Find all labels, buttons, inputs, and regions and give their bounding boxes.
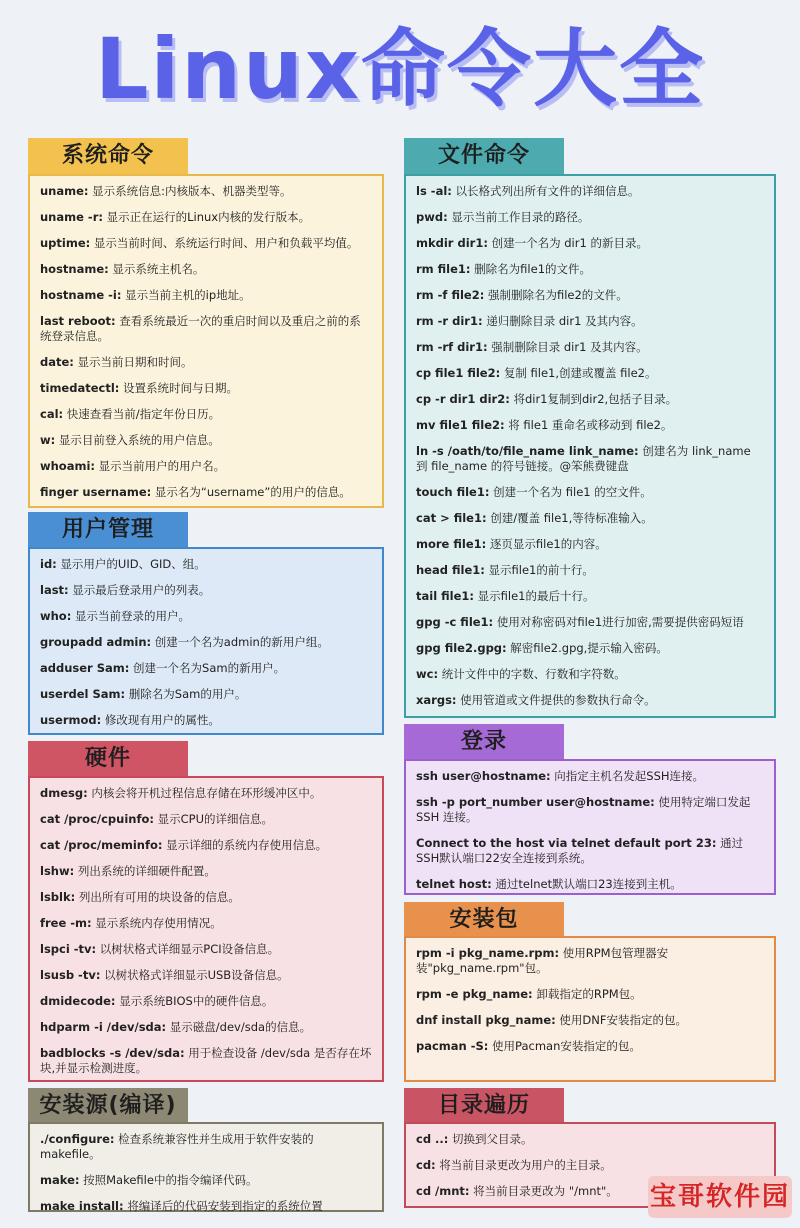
section-file: [404, 174, 776, 718]
command-description: 创建一个名为 dir1 的新目录。: [487, 236, 648, 250]
command-item: [416, 836, 764, 866]
command-description: 解密file2.gpg,提示输入密码。: [506, 641, 668, 655]
command-item: [416, 537, 764, 552]
section-system: [28, 174, 384, 508]
command-description: 将 file1 重命名或移动到 file2。: [504, 418, 673, 432]
command-item: [40, 1173, 372, 1188]
command-item: [40, 1199, 372, 1214]
command-description: 显示系统主机名。: [108, 262, 205, 276]
command-item: [40, 687, 372, 702]
command-description: 创建/覆盖 file1,等待标准输入。: [486, 511, 653, 525]
command-description: 列出系统的详细硬件配置。: [74, 864, 216, 878]
command-description: 显示系统信息:内核版本、机器类型等。: [88, 184, 292, 198]
command-description: 以树状格式详细显示USB设备信息。: [100, 968, 289, 982]
command-item: [416, 392, 764, 407]
command-name: xargs:: [416, 693, 457, 707]
command-item: [40, 838, 372, 853]
command-item: [40, 314, 372, 344]
command-description: 显示详细的系统内存使用信息。: [162, 838, 328, 852]
command-name: cat /proc/cpuinfo:: [40, 812, 154, 826]
command-name: make install:: [40, 1199, 124, 1213]
command-item: [40, 916, 372, 931]
section-header-user: 用户管理: [28, 512, 188, 548]
command-description: 快速查看当前/指定年份日历。: [63, 407, 221, 421]
command-item: [416, 987, 764, 1002]
command-name: head file1:: [416, 563, 485, 577]
command-description: 创建一个名为admin的新用户组。: [151, 635, 329, 649]
command-description: 显示当前时间、系统运行时间、用户和负载平均值。: [90, 236, 359, 250]
command-name: ssh user@hostname:: [416, 769, 551, 783]
command-description: 将当前目录更改为用户的主目录。: [435, 1158, 612, 1172]
section-header-compile: 安装源(编译): [28, 1088, 188, 1124]
command-name: last reboot:: [40, 314, 116, 328]
command-name: rpm -e pkg_name:: [416, 987, 533, 1001]
command-description: 使用管道或文件提供的参数执行命令。: [456, 693, 656, 707]
command-name: touch file1:: [416, 485, 490, 499]
command-item: [40, 184, 372, 199]
command-item: [40, 890, 372, 905]
command-description: 创建一个名为 file1 的空文件。: [489, 485, 652, 499]
command-description: 查看系统最近一次的重启时间以及重启之前的系统登录信息。: [40, 314, 361, 343]
command-name: uname:: [40, 184, 89, 198]
command-name: lsblk:: [40, 890, 76, 904]
command-name: dmesg:: [40, 786, 88, 800]
command-name: lspci -tv:: [40, 942, 97, 956]
section-compile: [28, 1122, 384, 1212]
command-description: 删除名为file1的文件。: [470, 262, 592, 276]
command-item: [416, 693, 764, 708]
command-description: 显示CPU的详细信息。: [153, 812, 274, 826]
section-header-package: 安装包: [404, 902, 564, 938]
command-name: rm -f file2:: [416, 288, 485, 302]
command-name: cd ..:: [416, 1132, 449, 1146]
section-user: [28, 547, 384, 735]
command-name: cd /mnt:: [416, 1184, 470, 1198]
command-name: uptime:: [40, 236, 91, 250]
command-item: [40, 968, 372, 983]
command-description: 显示当前主机的ip地址。: [121, 288, 251, 302]
command-description: 使用对称密码对file1进行加密,需要提供密码短语: [493, 615, 744, 629]
watermark-logo: 宝哥软件园: [648, 1176, 792, 1218]
command-name: ls -al:: [416, 184, 452, 198]
command-name: gpg -c file1:: [416, 615, 494, 629]
command-description: 逐页显示file1的内容。: [486, 537, 607, 551]
command-item: [416, 288, 764, 303]
command-name: finger username:: [40, 485, 152, 499]
command-item: [40, 485, 372, 500]
command-description: 向指定主机名发起SSH连接。: [550, 769, 705, 783]
command-name: mkdir dir1:: [416, 236, 488, 250]
command-description: 递归删除目录 dir1 及其内容。: [482, 314, 643, 328]
command-item: [40, 262, 372, 277]
command-description: 复制 file1,创建或覆盖 file2。: [500, 366, 657, 380]
command-name: more file1:: [416, 537, 487, 551]
command-description: 按照Makefile中的指令编译代码。: [79, 1173, 258, 1187]
command-name: who:: [40, 609, 72, 623]
command-item: [40, 609, 372, 624]
command-item: [40, 459, 372, 474]
command-name: cat /proc/meminfo:: [40, 838, 163, 852]
command-name: dnf install pkg_name:: [416, 1013, 556, 1027]
section-hardware: [28, 776, 384, 1082]
command-name: cat > file1:: [416, 511, 487, 525]
command-name: adduser Sam:: [40, 661, 130, 675]
command-item: [40, 864, 372, 879]
command-item: [40, 355, 372, 370]
command-item: [40, 557, 372, 572]
command-description: 创建一个名为Sam的新用户。: [129, 661, 286, 675]
command-description: 强制删除目录 dir1 及其内容。: [487, 340, 648, 354]
command-item: [40, 210, 372, 225]
command-item: [40, 994, 372, 1009]
command-name: w:: [40, 433, 56, 447]
command-item: [416, 366, 764, 381]
command-name: usermod:: [40, 713, 102, 727]
command-item: [40, 661, 372, 676]
command-item: [416, 615, 764, 630]
command-description: 使用RPM包管理器安装"pkg_name.rpm"包。: [416, 946, 669, 975]
command-name: badblocks -s /dev/sda:: [40, 1046, 185, 1060]
command-item: [416, 314, 764, 329]
command-name: hdparm -i /dev/sda:: [40, 1020, 167, 1034]
command-item: [40, 942, 372, 957]
command-name: pacman -S:: [416, 1039, 489, 1053]
command-item: [416, 444, 764, 474]
command-description: 显示当前日期和时间。: [73, 355, 193, 369]
command-name: free -m:: [40, 916, 92, 930]
command-item: [416, 667, 764, 682]
command-description: 显示当前工作目录的路径。: [447, 210, 590, 224]
section-header-dir: 目录遍历: [404, 1088, 564, 1124]
command-description: 切换到父目录。: [448, 1132, 533, 1146]
command-description: 修改现有用户的属性。: [101, 713, 220, 727]
command-description: 用于检查设备 /dev/sda 是否存在坏块,并显示检测进度。: [40, 1046, 372, 1075]
command-name: rm -r dir1:: [416, 314, 483, 328]
command-name: ./configure:: [40, 1132, 115, 1146]
command-description: 显示目前登入系统的用户信息。: [55, 433, 220, 447]
section-package: [404, 936, 776, 1082]
command-item: [416, 210, 764, 225]
command-item: [416, 589, 764, 604]
command-name: date:: [40, 355, 74, 369]
command-description: 显示磁盘/dev/sda的信息。: [166, 1020, 312, 1034]
command-item: [40, 1020, 372, 1035]
command-name: ln -s /oath/to/file_name link_name:: [416, 444, 639, 458]
command-item: [416, 184, 764, 199]
command-name: last:: [40, 583, 69, 597]
command-item: [40, 407, 372, 422]
command-description: 通过SSH默认端口22安全连接到系统。: [416, 836, 744, 865]
command-item: [40, 812, 372, 827]
command-name: cp -r dir1 dir2:: [416, 392, 510, 406]
command-item: [416, 262, 764, 277]
command-description: 显示最后登录用户的列表。: [68, 583, 211, 597]
command-description: 检查系统兼容性并生成用于软件安装的makefile。: [40, 1132, 314, 1161]
command-name: mv file1 file2:: [416, 418, 505, 432]
command-description: 显示file1的前十行。: [484, 563, 594, 577]
command-item: [40, 236, 372, 251]
command-item: [40, 381, 372, 396]
command-description: 卸载指定的RPM包。: [532, 987, 642, 1001]
command-name: rpm -i pkg_name.rpm:: [416, 946, 560, 960]
command-item: [416, 641, 764, 656]
command-description: 显示当前登录的用户。: [71, 609, 190, 623]
command-description: 强制删除名为file2的文件。: [484, 288, 628, 302]
command-item: [416, 340, 764, 355]
command-name: ssh -p port_number user@hostname:: [416, 795, 655, 809]
section-header-login: 登录: [404, 724, 564, 760]
command-item: [416, 1158, 764, 1173]
command-description: 创建名为 link_name 到 file_name 的符号链接。@笨熊费键盘: [416, 444, 751, 473]
command-description: 以长格式列出所有文件的详细信息。: [451, 184, 640, 198]
command-item: [40, 786, 372, 801]
section-header-file: 文件命令: [404, 138, 564, 174]
command-description: 将当前目录更改为 "/mnt"。: [469, 1184, 618, 1198]
command-name: groupadd admin:: [40, 635, 152, 649]
command-item: [40, 635, 372, 650]
command-description: 显示正在运行的Linux内核的发行版本。: [102, 210, 311, 224]
command-item: [40, 1132, 372, 1162]
command-item: [40, 583, 372, 598]
command-name: timedatectl:: [40, 381, 120, 395]
command-item: [416, 418, 764, 433]
command-description: 将编译后的代码安装到指定的系统位置: [123, 1199, 323, 1213]
command-name: rm -rf dir1:: [416, 340, 488, 354]
command-item: [40, 1046, 372, 1076]
command-description: 删除名为Sam的用户。: [125, 687, 247, 701]
command-name: Connect to the host via telnet default port 23:: [416, 836, 717, 850]
page-title: Linux命令大全: [94, 20, 706, 118]
command-name: tail file1:: [416, 589, 475, 603]
command-description: 显示系统内存使用情况。: [91, 916, 222, 930]
command-item: [416, 1039, 764, 1054]
command-name: make:: [40, 1173, 80, 1187]
command-description: 显示系统BIOS中的硬件信息。: [115, 994, 274, 1008]
command-description: 将dir1复制到dir2,包括子目录。: [509, 392, 678, 406]
section-login: [404, 759, 776, 895]
command-description: 使用DNF安装指定的包。: [555, 1013, 687, 1027]
command-item: [416, 769, 764, 784]
command-name: dmidecode:: [40, 994, 116, 1008]
section-header-system: 系统命令: [28, 138, 188, 174]
command-description: 显示当前用户的用户名。: [95, 459, 226, 473]
command-name: cd:: [416, 1158, 436, 1172]
command-description: 使用Pacman安装指定的包。: [488, 1039, 641, 1053]
command-description: 显示用户的UID、GID、组。: [56, 557, 206, 571]
command-name: uname -r:: [40, 210, 103, 224]
command-name: hostname -i:: [40, 288, 122, 302]
command-name: whoami:: [40, 459, 95, 473]
command-description: 设置系统时间与日期。: [119, 381, 239, 395]
command-item: [416, 511, 764, 526]
command-name: id:: [40, 557, 57, 571]
command-name: userdel Sam:: [40, 687, 126, 701]
command-description: 显示file1的最后十行。: [474, 589, 595, 603]
command-name: telnet host:: [416, 877, 492, 891]
command-item: [416, 485, 764, 500]
command-item: [416, 1013, 764, 1028]
command-item: [40, 288, 372, 303]
command-description: 通过telnet默认端口23连接到主机。: [491, 877, 682, 891]
command-name: pwd:: [416, 210, 448, 224]
command-description: 统计文件中的字数、行数和字符数。: [438, 667, 626, 681]
command-item: [416, 563, 764, 578]
command-description: 显示名为“username”的用户的信息。: [151, 485, 351, 499]
command-name: rm file1:: [416, 262, 471, 276]
command-name: wc:: [416, 667, 439, 681]
command-description: 列出所有可用的块设备的信息。: [75, 890, 240, 904]
command-name: lsusb -tv:: [40, 968, 101, 982]
command-item: [40, 433, 372, 448]
command-description: 使用特定端口发起 SSH 连接。: [416, 795, 751, 824]
command-name: cp file1 file2:: [416, 366, 501, 380]
section-header-hardware: 硬件: [28, 741, 188, 777]
command-item: [416, 1132, 764, 1147]
command-name: hostname:: [40, 262, 109, 276]
command-item: [40, 713, 372, 728]
command-item: [416, 236, 764, 251]
command-item: [416, 795, 764, 825]
command-name: cal:: [40, 407, 64, 421]
command-description: 以树状格式详细显示PCI设备信息。: [96, 942, 280, 956]
command-name: lshw:: [40, 864, 75, 878]
command-item: [416, 877, 764, 892]
command-name: gpg file2.gpg:: [416, 641, 507, 655]
command-description: 内核会将开机过程信息存储在环形缓冲区中。: [87, 786, 322, 800]
command-item: [416, 946, 764, 976]
